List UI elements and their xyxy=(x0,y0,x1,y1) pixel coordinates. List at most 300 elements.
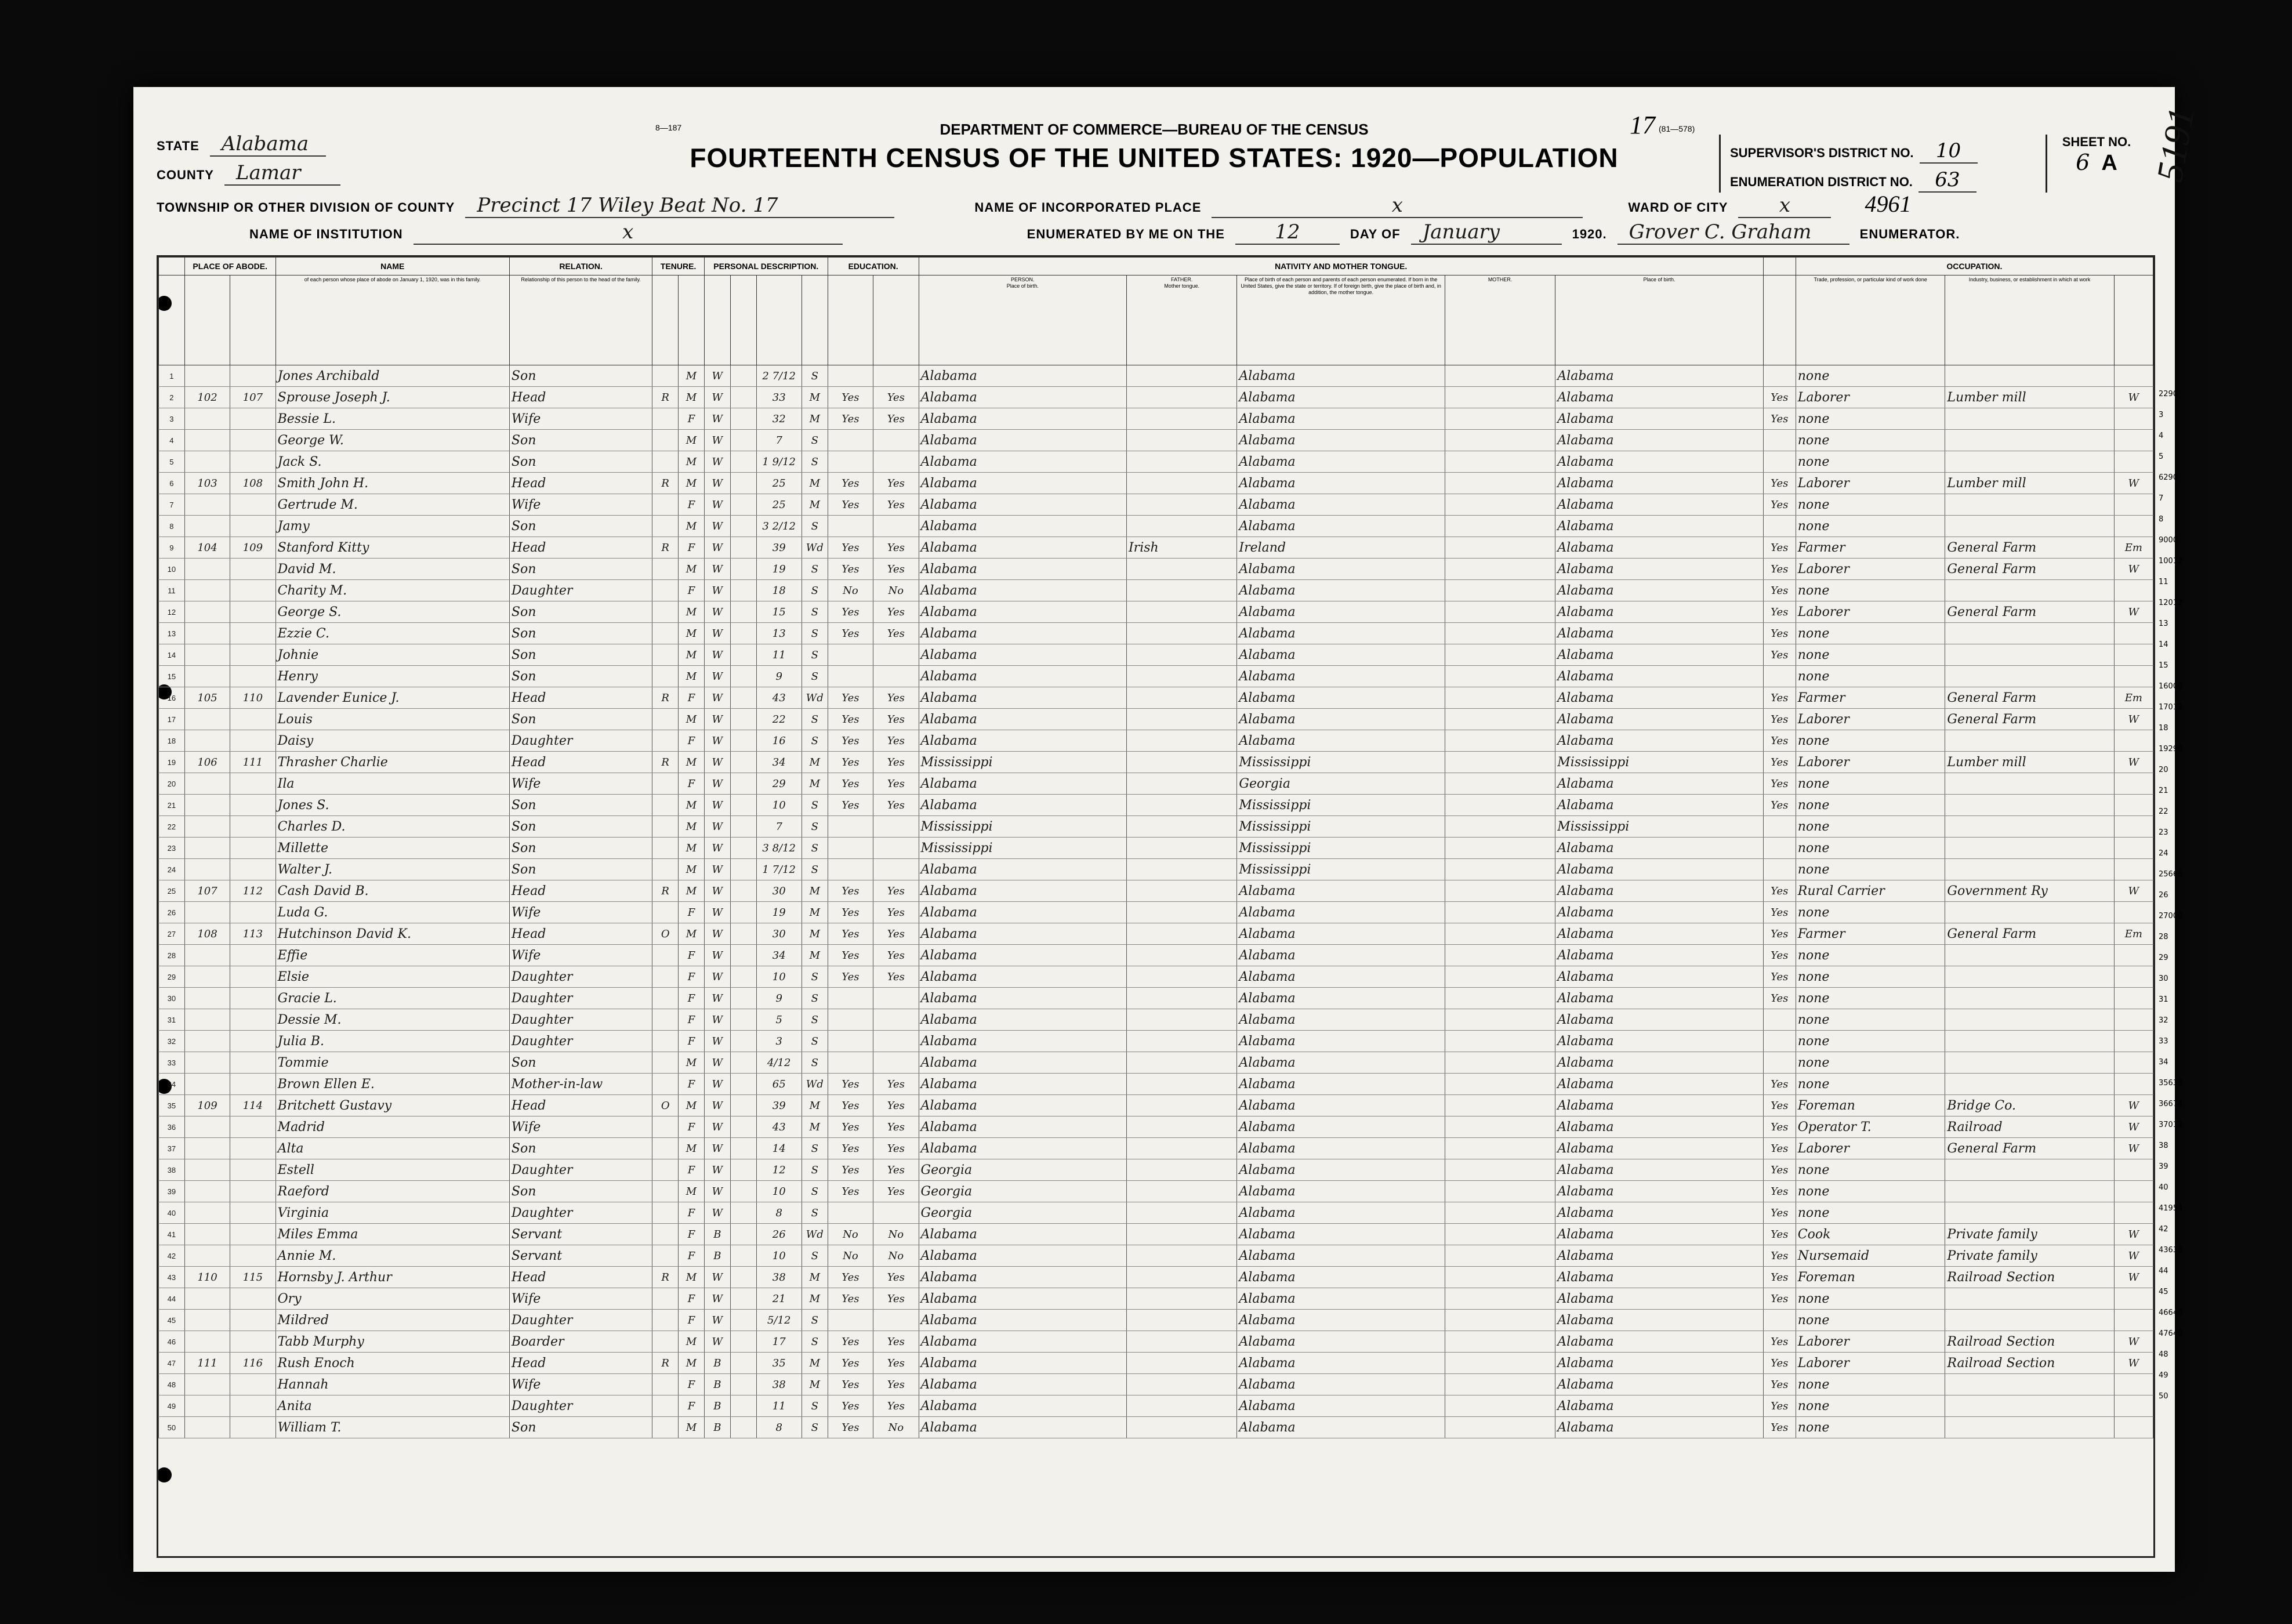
cell-own xyxy=(652,1116,679,1138)
cell-fam xyxy=(230,1074,275,1095)
cell-age: 14 xyxy=(756,1138,802,1159)
right-margin-code: 32 xyxy=(2159,1016,2168,1025)
cell-blank xyxy=(730,966,756,988)
cell-rel: Head xyxy=(509,1267,652,1288)
cell-fam xyxy=(230,859,275,880)
cell-emp xyxy=(2114,859,2153,880)
cell-mbirth: Alabama xyxy=(1555,1009,1763,1031)
table-row xyxy=(159,1417,2153,1438)
cell-eng: Yes xyxy=(1763,1074,1796,1095)
cell-occ: Laborer xyxy=(1796,559,1945,580)
cell-ln: 15 xyxy=(159,666,185,687)
cell-birth: Mississippi xyxy=(919,752,1126,773)
cell-birth: Alabama xyxy=(919,430,1126,451)
cell-emp: W xyxy=(2114,1224,2153,1245)
cell-blank2 xyxy=(1445,773,1555,795)
cell-emp: W xyxy=(2114,709,2153,730)
cell-birth: Alabama xyxy=(919,1095,1126,1116)
cell-blank xyxy=(730,601,756,623)
cell-fam xyxy=(230,1052,275,1074)
cell-ftongue xyxy=(1126,902,1236,923)
cell-fam xyxy=(230,623,275,644)
cell-rel: Head xyxy=(509,752,652,773)
cell-ind xyxy=(1945,795,2114,816)
right-margin-code: 3 xyxy=(2159,411,2164,419)
cell-mbirth: Alabama xyxy=(1555,1417,1763,1438)
cell-birth: Alabama xyxy=(919,880,1126,902)
right-margin-code: 12012 xyxy=(2159,599,2183,607)
cell-birth: Alabama xyxy=(919,730,1126,752)
cell-sex: F xyxy=(679,1224,705,1245)
enumerator-label: ENUMERATOR. xyxy=(1859,227,1960,241)
cell-age: 9 xyxy=(756,988,802,1009)
cell-birth: Alabama xyxy=(919,666,1126,687)
cell-dwell xyxy=(184,1202,230,1224)
col-trade: Trade, profession, or particular kind of work done xyxy=(1796,276,1945,365)
cell-write: Yes xyxy=(873,730,919,752)
cell-ln: 2 xyxy=(159,387,185,408)
cell-occ: Cook xyxy=(1796,1224,1945,1245)
cell-read: Yes xyxy=(828,752,873,773)
col-race2 xyxy=(730,276,756,365)
cell-mar: S xyxy=(802,1331,828,1353)
cell-ftongue xyxy=(1126,1417,1236,1438)
cell-name: Thrasher Charlie xyxy=(275,752,509,773)
cell-age: 32 xyxy=(756,408,802,430)
cell-ln: 43 xyxy=(159,1267,185,1288)
cell-race: W xyxy=(704,1095,730,1116)
cell-fbirth: Alabama xyxy=(1237,601,1445,623)
cell-read: Yes xyxy=(828,730,873,752)
cell-rel: Wife xyxy=(509,494,652,516)
cell-mar: M xyxy=(802,1353,828,1374)
cell-mbirth: Alabama xyxy=(1555,387,1763,408)
cell-name: Anita xyxy=(275,1395,509,1417)
cell-ftongue xyxy=(1126,580,1236,601)
cell-eng: Yes xyxy=(1763,730,1796,752)
father-label: FATHER. xyxy=(1171,277,1193,282)
cell-occ: none xyxy=(1796,580,1945,601)
cell-rel: Head xyxy=(509,880,652,902)
cell-occ: none xyxy=(1796,859,1945,880)
cell-birth: Alabama xyxy=(919,1138,1126,1159)
nativity-desc: Place of birth of each person and parents of each person enumerated. If born in the United States, give the state or territory. If of foreign birth, give the place of birth and, in addition, the mother tongue. xyxy=(1241,277,1441,295)
cell-mbirth: Alabama xyxy=(1555,1138,1763,1159)
cell-own xyxy=(652,601,679,623)
cell-ln: 42 xyxy=(159,1245,185,1267)
cell-write xyxy=(873,365,919,387)
cell-rel: Daughter xyxy=(509,1159,652,1181)
right-margin-code: 18 xyxy=(2159,724,2168,733)
cell-mar: S xyxy=(802,559,828,580)
cell-dwell xyxy=(184,1224,230,1245)
right-margin-code: 22 xyxy=(2159,807,2168,816)
cell-fbirth: Alabama xyxy=(1237,1052,1445,1074)
group-personal: PERSONAL DESCRIPTION. xyxy=(704,258,828,276)
col-mother-birth xyxy=(1555,276,1763,365)
cell-read: Yes xyxy=(828,559,873,580)
cell-race: B xyxy=(704,1417,730,1438)
cell-dwell: 109 xyxy=(184,1095,230,1116)
cell-rel: Wife xyxy=(509,902,652,923)
cell-birth: Alabama xyxy=(919,1031,1126,1052)
cell-ftongue xyxy=(1126,1224,1236,1245)
cell-rel: Son xyxy=(509,709,652,730)
cell-mbirth: Alabama xyxy=(1555,1159,1763,1181)
cell-fam: 114 xyxy=(230,1095,275,1116)
cell-ind: General Farm xyxy=(1945,537,2114,559)
cell-ln: 22 xyxy=(159,816,185,838)
cell-mar: M xyxy=(802,1267,828,1288)
cell-fbirth: Mississippi xyxy=(1237,816,1445,838)
cell-dwell xyxy=(184,1031,230,1052)
cell-blank2 xyxy=(1445,1331,1555,1353)
cell-write: No xyxy=(873,1245,919,1267)
cell-rel: Son xyxy=(509,451,652,473)
cell-fbirth: Alabama xyxy=(1237,1138,1445,1159)
cell-fam: 115 xyxy=(230,1267,275,1288)
cell-blank xyxy=(730,430,756,451)
cell-rel: Son xyxy=(509,601,652,623)
cell-emp xyxy=(2114,730,2153,752)
cell-own xyxy=(652,451,679,473)
cell-sex: M xyxy=(679,1138,705,1159)
cell-ftongue xyxy=(1126,408,1236,430)
table-row xyxy=(159,1224,2153,1245)
cell-race: W xyxy=(704,516,730,537)
cell-read: Yes xyxy=(828,773,873,795)
cell-mar: S xyxy=(802,601,828,623)
cell-eng: Yes xyxy=(1763,1395,1796,1417)
cell-name: Luda G. xyxy=(275,902,509,923)
cell-rel: Daughter xyxy=(509,1395,652,1417)
incorporated-value: x xyxy=(1212,194,1583,218)
cell-fbirth: Alabama xyxy=(1237,1331,1445,1353)
cell-blank2 xyxy=(1445,473,1555,494)
cell-read: Yes xyxy=(828,1331,873,1353)
cell-birth: Alabama xyxy=(919,1245,1126,1267)
cell-rel: Son xyxy=(509,623,652,644)
cell-name: Alta xyxy=(275,1138,509,1159)
cell-fam xyxy=(230,516,275,537)
cell-name: Hornsby J. Arthur xyxy=(275,1267,509,1288)
state-line xyxy=(157,132,621,157)
col-dwelling xyxy=(184,276,230,365)
right-margin-code: 20 xyxy=(2159,766,2168,774)
cell-occ: Laborer xyxy=(1796,1331,1945,1353)
cell-ind xyxy=(1945,1288,2114,1310)
cell-ind: Railroad Section xyxy=(1945,1331,2114,1353)
cell-ftongue: Irish xyxy=(1126,537,1236,559)
group-tenure: TENURE. xyxy=(652,258,705,276)
cell-mbirth: Alabama xyxy=(1555,1224,1763,1245)
cell-blank2 xyxy=(1445,752,1555,773)
cell-read xyxy=(828,1009,873,1031)
cell-blank2 xyxy=(1445,1181,1555,1202)
col-relation-desc: Relationship of this person to the head of the family. xyxy=(509,276,652,365)
cell-blank2 xyxy=(1445,430,1555,451)
cell-dwell xyxy=(184,988,230,1009)
cell-age: 7 xyxy=(756,430,802,451)
cell-rel: Wife xyxy=(509,945,652,966)
cell-blank2 xyxy=(1445,1374,1555,1395)
cell-fbirth: Alabama xyxy=(1237,494,1445,516)
district-box xyxy=(1719,135,2047,193)
cell-fam xyxy=(230,601,275,623)
cell-eng: Yes xyxy=(1763,1202,1796,1224)
cell-blank xyxy=(730,1031,756,1052)
cell-dwell xyxy=(184,430,230,451)
cell-occ: Operator T. xyxy=(1796,1116,1945,1138)
table-row xyxy=(159,430,2153,451)
cell-ln: 21 xyxy=(159,795,185,816)
cell-race: B xyxy=(704,1245,730,1267)
cell-occ: none xyxy=(1796,365,1945,387)
cell-sex: F xyxy=(679,966,705,988)
cell-mbirth: Alabama xyxy=(1555,1031,1763,1052)
cell-mbirth: Alabama xyxy=(1555,1267,1763,1288)
cell-emp xyxy=(2114,773,2153,795)
right-margin-code: 2290 xyxy=(2159,390,2178,398)
cell-ind: General Farm xyxy=(1945,923,2114,945)
table-row xyxy=(159,859,2153,880)
cell-read xyxy=(828,644,873,666)
cell-fbirth: Alabama xyxy=(1237,966,1445,988)
cell-write: No xyxy=(873,1417,919,1438)
cell-blank xyxy=(730,752,756,773)
cell-age: 10 xyxy=(756,966,802,988)
group-name: NAME xyxy=(275,258,509,276)
cell-read: Yes xyxy=(828,601,873,623)
cell-dwell: 102 xyxy=(184,387,230,408)
cell-mbirth: Alabama xyxy=(1555,430,1763,451)
cell-birth: Alabama xyxy=(919,966,1126,988)
right-margin-code: 34 xyxy=(2159,1058,2168,1067)
cell-ind xyxy=(1945,494,2114,516)
cell-mar: S xyxy=(802,1395,828,1417)
cell-write: Yes xyxy=(873,923,919,945)
cell-birth: Alabama xyxy=(919,923,1126,945)
cell-ind xyxy=(1945,773,2114,795)
table-row xyxy=(159,773,2153,795)
cell-birth: Alabama xyxy=(919,559,1126,580)
right-margin-code: 4 xyxy=(2159,432,2164,440)
cell-read xyxy=(828,838,873,859)
cell-ind xyxy=(1945,1074,2114,1095)
cell-ln: 32 xyxy=(159,1031,185,1052)
cell-race: W xyxy=(704,580,730,601)
cell-own xyxy=(652,816,679,838)
cell-own xyxy=(652,1009,679,1031)
cell-blank xyxy=(730,1074,756,1095)
cell-rel: Son xyxy=(509,859,652,880)
enumeration-line xyxy=(1730,168,2036,193)
cell-read xyxy=(828,1031,873,1052)
cell-emp: Em xyxy=(2114,923,2153,945)
cell-mar: M xyxy=(802,473,828,494)
cell-mbirth: Alabama xyxy=(1555,666,1763,687)
cell-ftongue xyxy=(1126,988,1236,1009)
cell-race: W xyxy=(704,859,730,880)
county-line xyxy=(157,161,621,186)
cell-blank xyxy=(730,1181,756,1202)
cell-birth: Alabama xyxy=(919,408,1126,430)
cell-emp: W xyxy=(2114,473,2153,494)
cell-fbirth: Alabama xyxy=(1237,1288,1445,1310)
cell-emp xyxy=(2114,451,2153,473)
cell-race: W xyxy=(704,1116,730,1138)
cell-age: 1 7/12 xyxy=(756,859,802,880)
cell-emp xyxy=(2114,902,2153,923)
cell-ind xyxy=(1945,838,2114,859)
cell-occ: none xyxy=(1796,451,1945,473)
cell-mar: S xyxy=(802,988,828,1009)
cell-write: Yes xyxy=(873,1374,919,1395)
cell-fbirth: Alabama xyxy=(1237,1374,1445,1395)
cell-occ: none xyxy=(1796,902,1945,923)
cell-fam xyxy=(230,709,275,730)
cell-own xyxy=(652,1417,679,1438)
cell-dwell xyxy=(184,451,230,473)
cell-own xyxy=(652,773,679,795)
table-row xyxy=(159,730,2153,752)
sheet-number-box xyxy=(2053,135,2140,176)
cell-read xyxy=(828,451,873,473)
cell-write: Yes xyxy=(873,473,919,494)
mother-birth-label: Place of birth. xyxy=(1643,277,1676,282)
cell-fam xyxy=(230,666,275,687)
cell-dwell xyxy=(184,408,230,430)
cell-birth: Alabama xyxy=(919,795,1126,816)
cell-age: 3 2/12 xyxy=(756,516,802,537)
cell-fbirth: Alabama xyxy=(1237,687,1445,709)
cell-blank xyxy=(730,516,756,537)
cell-eng: Yes xyxy=(1763,902,1796,923)
cell-occ: none xyxy=(1796,516,1945,537)
cell-age: 17 xyxy=(756,1331,802,1353)
cell-own: O xyxy=(652,923,679,945)
cell-name: Hannah xyxy=(275,1374,509,1395)
cell-own xyxy=(652,1374,679,1395)
right-margin-code: 8 xyxy=(2159,515,2164,524)
cell-age: 34 xyxy=(756,752,802,773)
cell-name: Ezzie C. xyxy=(275,623,509,644)
cell-ind xyxy=(1945,666,2114,687)
cell-ftongue xyxy=(1126,945,1236,966)
cell-race: W xyxy=(704,1159,730,1181)
cell-ind xyxy=(1945,365,2114,387)
cell-age: 11 xyxy=(756,1395,802,1417)
cell-name: Hutchinson David K. xyxy=(275,923,509,945)
cell-write: No xyxy=(873,580,919,601)
cell-mbirth: Alabama xyxy=(1555,795,1763,816)
cell-mar: S xyxy=(802,1159,828,1181)
cell-blank xyxy=(730,988,756,1009)
cell-dwell xyxy=(184,644,230,666)
cell-mar: S xyxy=(802,709,828,730)
cell-ftongue xyxy=(1126,473,1236,494)
cell-ftongue xyxy=(1126,516,1236,537)
cell-mar: M xyxy=(802,752,828,773)
cell-fam xyxy=(230,773,275,795)
ward-value: x xyxy=(1738,194,1831,218)
cell-age: 30 xyxy=(756,880,802,902)
cell-fam xyxy=(230,494,275,516)
cell-mbirth: Alabama xyxy=(1555,838,1763,859)
col-owned xyxy=(652,276,679,365)
cell-blank2 xyxy=(1445,516,1555,537)
cell-own xyxy=(652,709,679,730)
supervisor-value: 10 xyxy=(1920,139,1978,164)
table-row xyxy=(159,601,2153,623)
cell-fbirth: Alabama xyxy=(1237,1417,1445,1438)
cell-read xyxy=(828,1052,873,1074)
cell-write: Yes xyxy=(873,902,919,923)
enumerated-label: ENUMERATED BY ME ON THE xyxy=(1027,227,1225,241)
cell-occ: none xyxy=(1796,1374,1945,1395)
cell-ind xyxy=(1945,1181,2114,1202)
cell-fam xyxy=(230,966,275,988)
table-row xyxy=(159,1331,2153,1353)
cell-sex: F xyxy=(679,687,705,709)
cell-fbirth: Alabama xyxy=(1237,1267,1445,1288)
cell-race: W xyxy=(704,923,730,945)
cell-birth: Alabama xyxy=(919,1074,1126,1095)
cell-read: Yes xyxy=(828,1395,873,1417)
cell-emp: W xyxy=(2114,1331,2153,1353)
col-mother-label-cell xyxy=(1445,276,1555,365)
cell-sex: M xyxy=(679,752,705,773)
cell-ftongue xyxy=(1126,1374,1236,1395)
cell-birth: Alabama xyxy=(919,1288,1126,1310)
cell-ln: 44 xyxy=(159,1288,185,1310)
cell-ln: 8 xyxy=(159,516,185,537)
cell-read: Yes xyxy=(828,945,873,966)
cell-emp xyxy=(2114,623,2153,644)
cell-read: Yes xyxy=(828,1116,873,1138)
cell-ln: 13 xyxy=(159,623,185,644)
cell-sex: M xyxy=(679,387,705,408)
cell-write: Yes xyxy=(873,1159,919,1181)
cell-emp xyxy=(2114,1031,2153,1052)
cell-mar: M xyxy=(802,408,828,430)
cell-fam xyxy=(230,795,275,816)
cell-ind xyxy=(1945,644,2114,666)
group-occupation: OCCUPATION. xyxy=(1796,258,2153,276)
cell-birth: Alabama xyxy=(919,601,1126,623)
cell-rel: Mother-in-law xyxy=(509,1074,652,1095)
cell-age: 26 xyxy=(756,1224,802,1245)
cell-fam xyxy=(230,730,275,752)
col-line xyxy=(159,258,185,276)
cell-sex: F xyxy=(679,1245,705,1267)
cell-age: 25 xyxy=(756,473,802,494)
cell-dwell xyxy=(184,1245,230,1267)
right-margin-code: 37012 xyxy=(2159,1121,2183,1129)
cell-eng xyxy=(1763,859,1796,880)
cell-own xyxy=(652,559,679,580)
cell-ln: 50 xyxy=(159,1417,185,1438)
cell-dwell xyxy=(184,1181,230,1202)
cell-dwell xyxy=(184,730,230,752)
cell-blank2 xyxy=(1445,1395,1555,1417)
stamp-sub: (81—578) xyxy=(1659,124,1695,133)
cell-mbirth: Alabama xyxy=(1555,473,1763,494)
cell-name: Charles D. xyxy=(275,816,509,838)
cell-sex: F xyxy=(679,1395,705,1417)
cell-write xyxy=(873,430,919,451)
cell-blank2 xyxy=(1445,365,1555,387)
